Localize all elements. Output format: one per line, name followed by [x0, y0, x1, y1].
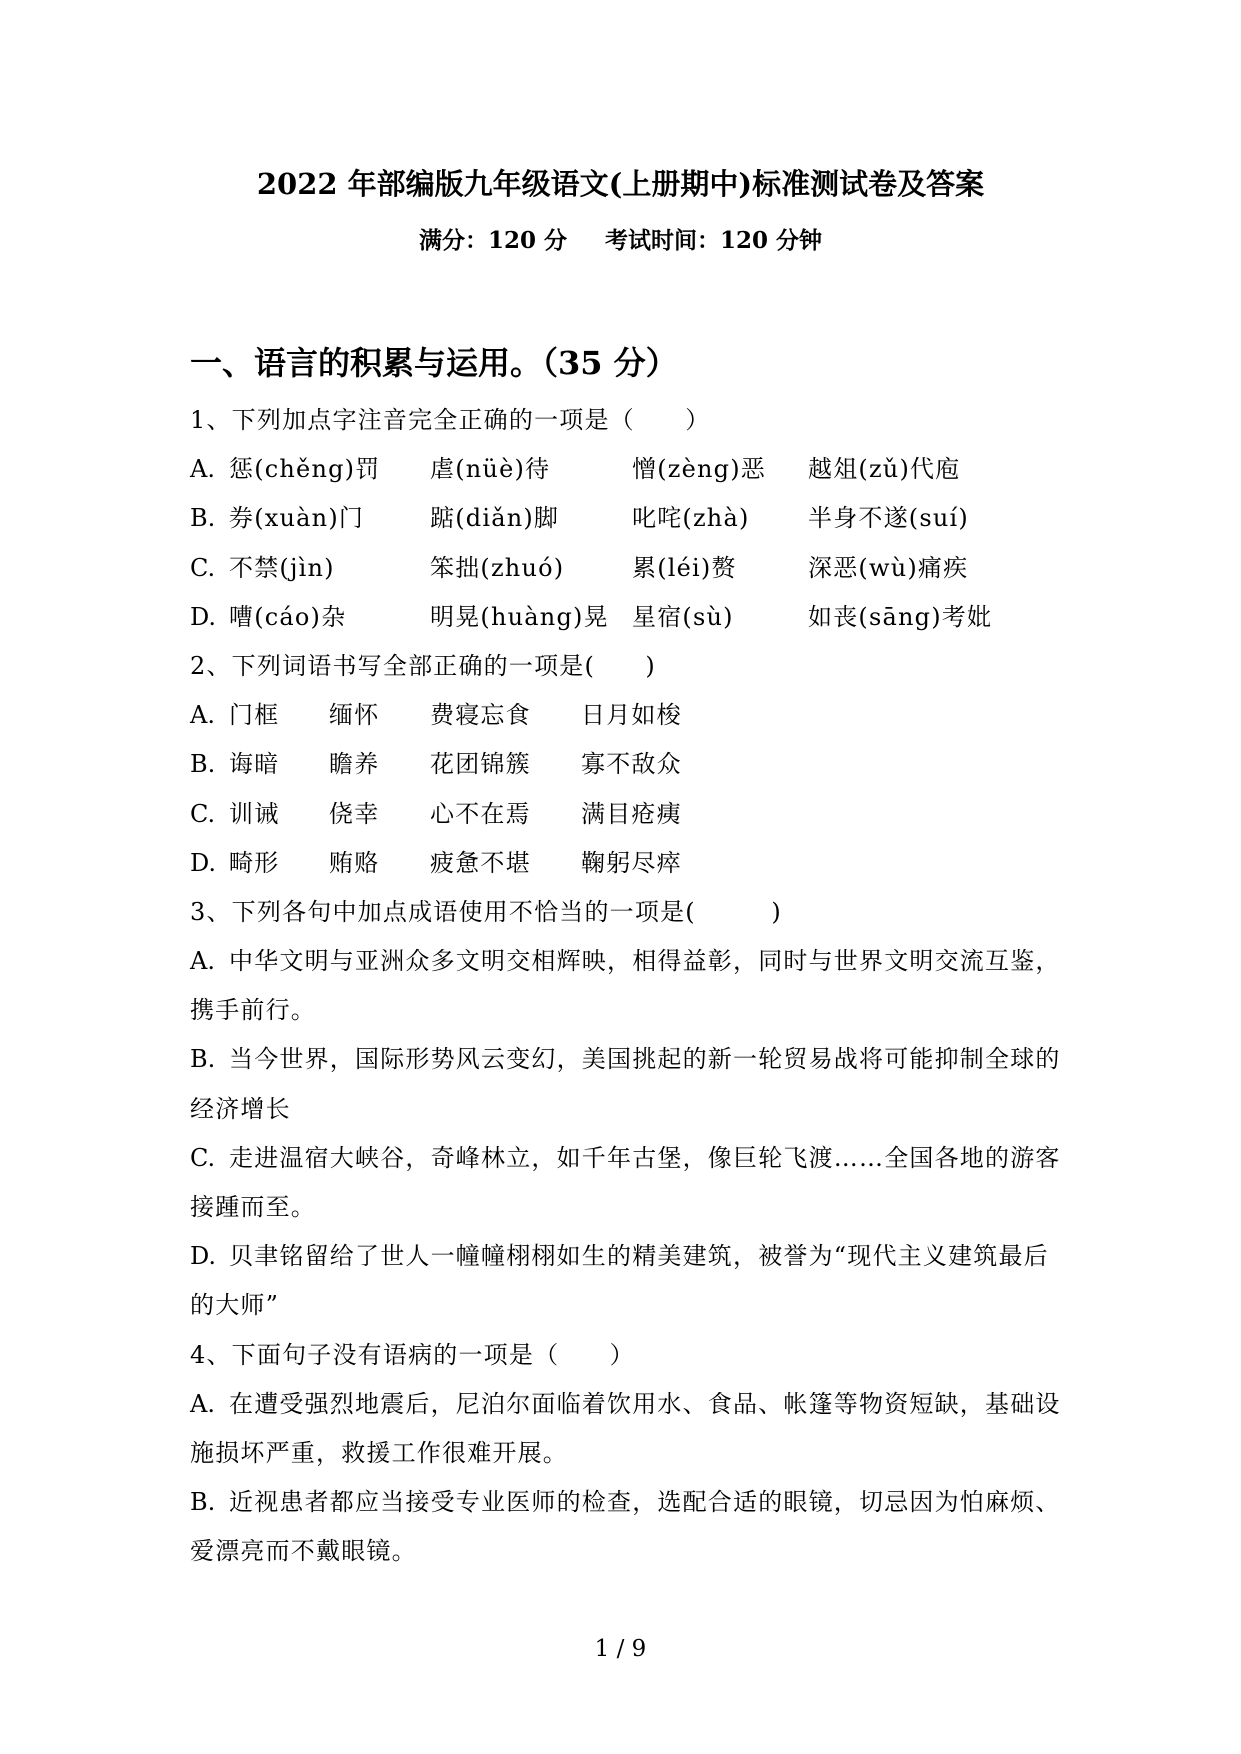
option-row-c — [190, 544, 1090, 593]
option-item: 叱咤(zhà) — [632, 504, 750, 533]
option-item: 日月如梭 — [581, 701, 682, 730]
full-score: 满分：120 分 — [418, 227, 567, 254]
section-heading: 一、语言的积累与运用。（35 分） — [190, 344, 678, 382]
option-b-continued — [190, 1085, 1090, 1134]
option-b — [190, 1035, 1090, 1084]
question-stem: 1、下列加点字注音完全正确的一项是（ ） — [190, 406, 711, 434]
page-number: 1 / 9 — [594, 1636, 647, 1662]
option-item: 花团锦簇 — [430, 750, 531, 779]
option-text-line: 中华文明与亚洲众多文明交相辉映，相得益彰，同时与世界文明交流互鉴， — [229, 947, 1061, 976]
option-text-line: 当今世界，国际形势风云变幻，美国挑起的新一轮贸易战将可能抑制全球的 — [229, 1045, 1061, 1074]
option-label: B. — [190, 1045, 216, 1074]
option-label: B. — [190, 504, 216, 533]
option-label: B. — [190, 1488, 216, 1517]
option-item: 畸形 — [229, 848, 280, 877]
option-item: 门框 — [229, 701, 280, 730]
option-item: 鞠躬尽瘁 — [581, 848, 682, 877]
option-text-line: 接踵而至。 — [190, 1193, 316, 1221]
option-a — [190, 1380, 1090, 1429]
question-1 — [190, 396, 1090, 642]
option-item: 踮(diǎn)脚 — [430, 504, 560, 533]
option-label: D. — [190, 1242, 217, 1271]
option-item: 明晃(huàng)晃 — [430, 602, 609, 631]
option-row-d — [190, 839, 1090, 888]
option-text-line: 爱漂亮而不戴眼镜。 — [190, 1537, 417, 1566]
option-row-b — [190, 740, 1090, 789]
option-text-line: 的大师” — [190, 1291, 280, 1320]
question-stem: 4、下面句子没有语病的一项是（ ） — [190, 1340, 635, 1369]
question-stem: 2、下列词语书写全部正确的一项是( ) — [190, 651, 656, 680]
exam-info — [0, 221, 1241, 261]
option-a-continued — [190, 986, 1090, 1035]
option-text-line: 近视患者都应当接受专业医师的检查，选配合适的眼镜，切忌因为怕麻烦、 — [229, 1488, 1061, 1517]
option-item: 嘈(cáo)杂 — [229, 602, 347, 631]
option-text-line: 经济增长 — [190, 1094, 291, 1123]
option-text-line: 贝聿铭留给了世人一幢幢栩栩如生的精美建筑，被誉为“现代主义建筑最后 — [229, 1242, 1049, 1271]
option-item: 缅怀 — [329, 701, 380, 730]
question-stem: 3、下列各句中加点成语使用不恰当的一项是( ) — [190, 897, 782, 926]
question-2 — [190, 642, 1090, 888]
option-label: C. — [190, 553, 216, 582]
option-item: 星宿(sù) — [632, 602, 734, 631]
option-label: C. — [190, 799, 216, 828]
option-b — [190, 1478, 1090, 1527]
option-item: 侥幸 — [329, 799, 380, 828]
option-item: 笨拙(zhuó) — [430, 553, 565, 582]
option-item: 满目疮痍 — [581, 799, 682, 828]
option-a — [190, 937, 1090, 986]
option-item: 越俎(zǔ)代庖 — [808, 455, 961, 484]
option-row-a — [190, 445, 1090, 494]
option-row-a — [190, 691, 1090, 740]
option-b-continued — [190, 1527, 1090, 1576]
option-a-continued — [190, 1429, 1090, 1478]
option-label: B. — [190, 750, 216, 779]
option-item: 累(léi)赘 — [632, 553, 737, 582]
option-item: 疲惫不堪 — [430, 848, 531, 877]
option-row-b — [190, 494, 1090, 543]
option-item: 瞻养 — [329, 750, 380, 779]
question-3 — [190, 888, 1090, 1331]
option-item: 虐(nüè)待 — [430, 455, 551, 484]
option-text-line: 在遭受强烈地震后，尼泊尔面临着饮用水、食品、帐篷等物资短缺，基础设 — [229, 1389, 1061, 1418]
question-list — [190, 396, 1090, 1577]
option-item: 深恶(wù)痛疾 — [808, 553, 969, 582]
option-text-line: 携手前行。 — [190, 996, 316, 1025]
option-item: 寡不敌众 — [581, 750, 682, 779]
option-c — [190, 1134, 1090, 1183]
option-row-d — [190, 593, 1090, 642]
option-item: 诲暗 — [229, 750, 280, 779]
option-item: 券(xuàn)门 — [229, 504, 365, 533]
option-label: A. — [190, 1389, 215, 1418]
option-item: 半身不遂(suí) — [808, 504, 969, 533]
option-label: C. — [190, 1143, 216, 1172]
option-c-continued — [190, 1183, 1090, 1232]
option-text-line: 施损坏严重，救援工作很难开展。 — [190, 1438, 568, 1467]
option-item: 不禁(jìn) — [229, 553, 335, 582]
option-d-continued — [190, 1281, 1090, 1330]
option-item: 贿赂 — [329, 848, 380, 877]
option-label: D. — [190, 848, 217, 877]
option-row-c — [190, 790, 1090, 839]
question-4 — [190, 1331, 1090, 1577]
option-label: D. — [190, 602, 217, 631]
option-item: 如丧(sāng)考妣 — [808, 602, 993, 631]
exam-time: 考试时间：120 分钟 — [605, 227, 823, 254]
option-d — [190, 1232, 1090, 1281]
option-item: 训诫 — [229, 799, 280, 828]
option-item: 费寝忘食 — [430, 701, 531, 730]
option-item: 惩(chěng)罚 — [229, 455, 381, 484]
option-item: 憎(zèng)恶 — [632, 455, 766, 484]
option-label: A. — [190, 455, 215, 484]
option-label: A. — [190, 701, 215, 730]
document-title: 2022 年部编版九年级语文(上册期中)标准测试卷及答案 — [256, 167, 985, 201]
option-text-line: 走进温宿大峡谷，奇峰林立，如千年古堡，像巨轮飞渡……全国各地的游客 — [229, 1143, 1061, 1172]
option-item: 心不在焉 — [430, 799, 531, 828]
option-label: A. — [190, 947, 215, 976]
